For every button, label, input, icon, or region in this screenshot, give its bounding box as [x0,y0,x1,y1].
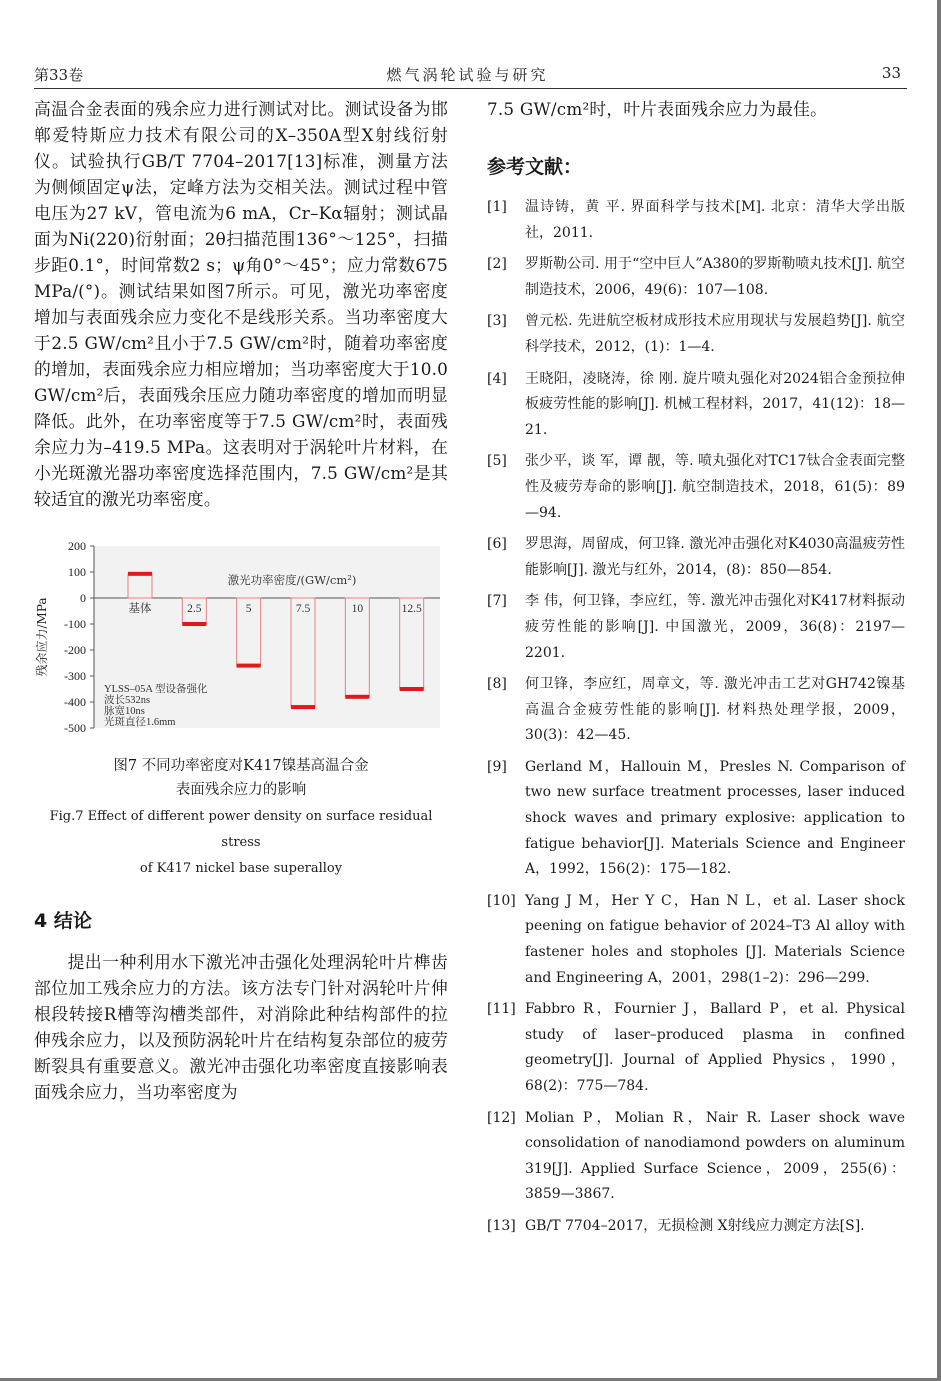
reference-item [487,589,905,666]
reference-number: [1] [487,199,507,215]
reference-number: [12] [487,1109,516,1126]
section-heading-conclusion: 4 结论 [34,910,92,932]
volume-label: 第33卷 [34,66,84,84]
y-axis-label: 残余应力/MPa [35,597,49,677]
reference-number: [9] [487,758,507,775]
reference-item [487,755,905,883]
chart-annotation-line: 光斑直径1.6mm [104,717,176,728]
header-rule [34,88,907,89]
references-heading: 参考文献： [487,156,583,178]
reference-item [487,1214,905,1240]
y-tick-label: -400 [64,695,86,709]
running-header [34,64,901,88]
reference-item [487,449,905,526]
bar-value-marker [237,664,261,668]
x-category-label: 5 [245,603,252,615]
figure-caption-cn-2: 表面残余应力的影响 [175,782,307,798]
reference-text: Molian P，Molian R，Nair R. Laser shock wave consolidation of nanodiamond powders on aluminum 319[J]. Applied Surface Science，2009，255(6)：3859—3867. [525,1109,905,1203]
figure-caption-en-1: Fig.7 Effect of different power density on surface residual stress [49,809,433,850]
reference-item [487,997,905,1099]
y-tick-label: -200 [64,643,86,657]
conclusion-paragraph: 提出一种利用水下激光冲击强化处理涡轮叶片榫齿部位加工残余应力的方法。该方法专门针对涡轮叶片伸根段转接R槽等沟槽类部件，对消除此种结构部件的拉伸残余应力，以及预防涡轮叶片在结构复杂部位的疲劳断裂具有重要意义。激光冲击强化功率密度直接影响表面残余应力，当功率密度为 [34,952,448,1102]
reference-text: 罗斯勒公司. 用于“空中巨人”A380的罗斯勒喷丸技术[J]. 航空制造技术，2006，49(6)：107—108. [525,256,905,298]
figure-7-chart [34,540,448,750]
figure-caption-cn-1: 图7 不同功率密度对K417镍基高温合金 [113,758,369,774]
journal-title: 燃气涡轮试验与研究 [386,66,549,84]
bar-value-marker [182,622,206,626]
reference-number: [13] [487,1217,516,1234]
x-category-label: 2.5 [187,603,202,615]
x-category-label: 7.5 [295,603,311,615]
x-category-label: 12.5 [401,603,422,615]
conclusion-continuation: 7.5 GW/cm²时，叶片表面残余应力为最佳。 [487,99,828,119]
bar-value-marker [291,705,315,709]
y-tick-label: -100 [64,617,86,631]
reference-text: 罗思海，周留成，何卫锋. 激光冲击强化对K4030高温疲劳性能影响[J]. 激光与红外，2014，(8)：850—854. [525,536,905,578]
y-tick-label: 100 [68,565,86,579]
bar-value-marker [345,695,369,699]
reference-text: 曾元松. 先进航空板材成形技术应用现状与发展趋势[J]. 航空科学技术，2012，(1)：1—4. [525,313,905,355]
chart-annotation-line: 脉宽10ns [104,706,145,717]
reference-list [487,195,905,1240]
left-column [34,96,448,1105]
reference-number: [11] [487,1001,516,1018]
chart-annotation-line: 波长532ns [104,695,151,706]
page-number: 33 [881,64,901,82]
reference-text: 温诗铸，黄 平. 界面科学与技术[M]. 北京：清华大学出版社，2011. [525,199,905,241]
reference-item [487,889,905,991]
reference-item [487,252,905,303]
reference-item [487,1106,905,1208]
x-category-label: 基体 [128,603,152,615]
reference-item [487,309,905,360]
reference-item [487,367,905,444]
reference-number: [2] [487,256,507,273]
bar-value-marker [128,572,152,576]
reference-text: 李 伟，何卫锋，李应红，等. 激光冲击强化对K417材料振动疲劳性能的影响[J]. 中国激光，2009，36(8)：2197—2201. [525,593,905,661]
reference-text: 王晓阳，凌晓涛，徐 刚. 旋片喷丸强化对2024铝合金预拉伸板疲劳性能的影响[J]. 机械工程材料，2017，41(12)：18—21. [525,370,905,438]
reference-item [487,195,905,246]
reference-number: [7] [487,593,507,610]
reference-text: Yang J M，Her Y C，Han N L，et al. Laser shock peening on fatigue behavior of 2024–T3 Al alloy with fastener holes and stopholes [J]. Materials Science and Engineering A，2001，298(1–2)：296—299. [525,892,905,986]
bar-value-marker [400,687,424,691]
reference-text: 何卫锋，李应红，周章文，等. 激光冲击工艺对GH742镍基高温合金疲劳性能的影响[J]. 材料热处理学报，2009，30(3)：42—45. [525,676,905,744]
reference-number: [3] [487,313,507,330]
y-tick-label: 0 [80,591,86,605]
x-axis-label: 激光功率密度/(GW/cm²) [227,573,357,587]
reference-text: GB/T 7704–2017，无损检测 X射线应力测定方法[S]. [525,1217,865,1234]
y-tick-label: -500 [64,721,86,735]
reference-text: 张少平，谈 军，谭 靓，等. 喷丸强化对TC17钛合金表面完整性及疲劳寿命的影响[J]. 航空制造技术，2018，61(5)：89—94. [525,453,905,521]
reference-item [487,532,905,583]
figure-caption-en-2: of K417 nickel base superalloy [139,861,343,876]
reference-number: [5] [487,453,507,470]
reference-text: Fabbro R，Fournier J，Ballard P，et al. Physical study of laser–produced plasma in confined geometry[J]. Journal of Applied Physics，1990，68(2)：775—784. [525,1001,905,1094]
reference-text: Gerland M，Hallouin M，Presles N. Comparison of two new surface treatment processes, laser induced shock waves and primary explosive: application to fatigue behavior[J]. Materials Science and Engineer A，1992，156(2)：175—182. [525,758,905,878]
reference-number: [8] [487,676,507,693]
reference-number: [4] [487,370,507,387]
chart-annotation-line: YLSS–05A 型设备强化 [104,684,208,695]
reference-number: [6] [487,536,507,553]
y-tick-label: 200 [68,540,86,553]
bar-chart [34,540,448,750]
results-paragraph: 高温合金表面的残余应力进行测试对比。测试设备为邯郸爱特斯应力技术有限公司的X–350A型X射线衍射仪。试验执行GB/T 7704–2017[13]标准，测量方法为侧倾固定ψ法，定峰方法为交相关法。测试过程中管电压为27 kV，管电流为6 mA，Cr–Kα辐射；测试晶面为Ni(220)衍射面；2θ扫描范围136°～125°，扫描步距0.1°，时间常数2 s；ψ角0°～45°；应力常数675 MPa/(°)。测试结果如图7所示。可见，激光功率密度增加与表面残余应力变化不是线形关系。当功率密度大于2.5 GW/cm²且小于7.5 GW/cm²时，随着功率密度的增加，表面残余应力相应增加；当功率密度大于10.0 GW/cm²后，表面残余压应力随功率密度的增加而明显降低。此外，在功率密度等于7.5 GW/cm²时，表面残余应力为–419.5 MPa。这表明对于涡轮叶片材料，在小光斑激光器功率密度选择范围内，7.5 GW/cm²是其较适宜的激光功率密度。 [34,99,448,509]
reference-item [487,672,905,749]
reference-number: [10] [487,892,516,909]
right-column [487,96,905,1246]
x-category-label: 10 [351,603,364,615]
y-tick-label: -300 [64,669,86,683]
